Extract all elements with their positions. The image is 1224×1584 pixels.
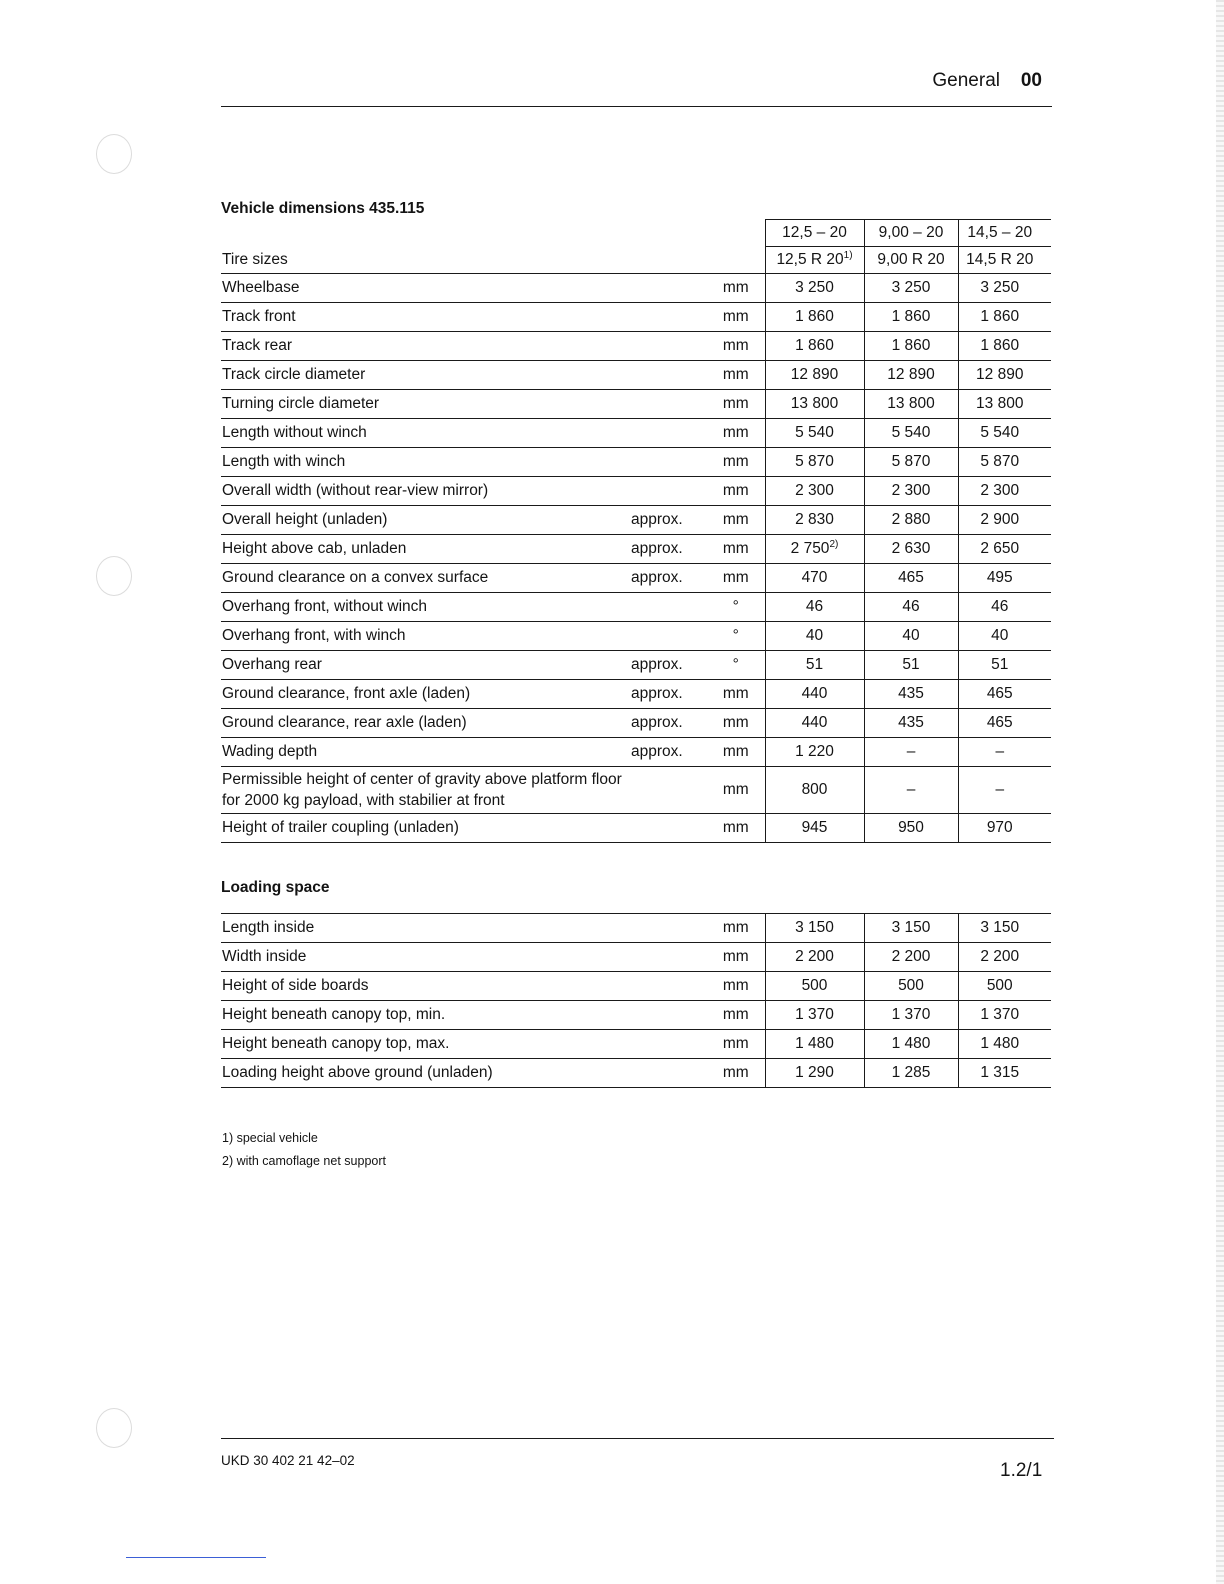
value-cell: 12 890 [765, 361, 864, 390]
page-number: 1.2/1 [1000, 1460, 1043, 1481]
section-number: 00 [1020, 70, 1042, 91]
value-cell: 3 150 [765, 914, 864, 943]
value-cell: 1 860 [765, 332, 864, 361]
punch-hole-bottom [96, 1408, 132, 1448]
approx-marker [631, 767, 707, 814]
value-cell: 1 370 [864, 1001, 958, 1030]
row-label: Loading height above ground (unladen) [221, 1059, 631, 1088]
unit: mm [707, 972, 765, 1001]
value-cell: – [958, 738, 1051, 767]
table-row [221, 1059, 1051, 1088]
value-cell: 46 [864, 593, 958, 622]
table-row [221, 972, 1051, 1001]
value-cell: 1 480 [765, 1030, 864, 1059]
value-cell: 51 [864, 651, 958, 680]
table-row [221, 622, 1051, 651]
punch-hole-middle [96, 556, 132, 596]
value-cell: 5 870 [864, 448, 958, 477]
row-label: Turning circle diameter [221, 390, 631, 419]
value-cell: 3 250 [958, 274, 1051, 303]
value-cell: 13 800 [864, 390, 958, 419]
row-label: Overall width (without rear-view mirror) [221, 477, 631, 506]
value-cell: 3 150 [864, 914, 958, 943]
unit: ° [707, 622, 765, 651]
value-cell: 970 [958, 814, 1051, 843]
value-cell: – [864, 767, 958, 814]
document-number: UKD 30 402 21 42–02 [221, 1453, 355, 1468]
approx-marker: approx. [631, 680, 707, 709]
value-cell: 2 300 [765, 477, 864, 506]
unit: mm [707, 680, 765, 709]
value-cell: 2 650 [958, 535, 1051, 564]
table-row [221, 680, 1051, 709]
unit: mm [707, 1030, 765, 1059]
vehicle-dimensions-title: Vehicle dimensions 435.115 [221, 200, 425, 217]
table-row [221, 943, 1051, 972]
approx-marker [631, 332, 707, 361]
approx-marker [631, 622, 707, 651]
tire-header-row-2 [221, 247, 1051, 274]
row-label: Permissible height of center of gravity above platform floor for 2000 kg payload, with stabilier at front [221, 767, 631, 814]
value-cell: 2 300 [864, 477, 958, 506]
row-label: Wading depth [221, 738, 631, 767]
punch-hole-top [96, 134, 132, 174]
row-label: Height of trailer coupling (unladen) [221, 814, 631, 843]
value-cell: 1 860 [958, 303, 1051, 332]
value-cell: 2 750$^{2)}$ [765, 535, 864, 564]
value-cell: 5 540 [765, 419, 864, 448]
unit: mm [707, 564, 765, 593]
unit: mm [707, 506, 765, 535]
value-cell: 1 480 [958, 1030, 1051, 1059]
table-row [221, 419, 1051, 448]
table-row [221, 1001, 1051, 1030]
value-cell: – [864, 738, 958, 767]
tire-radial-c: 14,5 R 20 [958, 247, 1051, 274]
unit: mm [707, 709, 765, 738]
row-label: Track rear [221, 332, 631, 361]
approx-marker [631, 303, 707, 332]
row-label: Height beneath canopy top, max. [221, 1030, 631, 1059]
table-row [221, 274, 1051, 303]
value-cell: 2 200 [958, 943, 1051, 972]
approx-marker: approx. [631, 651, 707, 680]
tire-sizes-label: Tire sizes [221, 247, 631, 274]
table-row [221, 506, 1051, 535]
value-cell: 2 300 [958, 477, 1051, 506]
table-row [221, 303, 1051, 332]
tire-header-row-1 [221, 220, 1051, 247]
approx-marker [631, 1001, 707, 1030]
footnote-1: 1) special vehicle [222, 1131, 318, 1145]
row-label: Overhang front, without winch [221, 593, 631, 622]
value-cell: 2 900 [958, 506, 1051, 535]
tire-radial-a: 12,5 R 20$^{1)}$ [765, 247, 864, 274]
value-cell: 5 870 [958, 448, 1051, 477]
value-cell: 5 540 [958, 419, 1051, 448]
value-cell: 51 [958, 651, 1051, 680]
value-cell: 40 [765, 622, 864, 651]
value-cell: 5 870 [765, 448, 864, 477]
table-row [221, 738, 1051, 767]
table-row [221, 914, 1051, 943]
value-cell: 2 200 [765, 943, 864, 972]
tire-size-b: 9,00 – 20 [864, 220, 958, 247]
unit: ° [707, 593, 765, 622]
value-cell: 3 150 [958, 914, 1051, 943]
value-cell: 465 [958, 709, 1051, 738]
value-cell: 1 290 [765, 1059, 864, 1088]
table-row [221, 390, 1051, 419]
value-cell: 945 [765, 814, 864, 843]
table-row [221, 332, 1051, 361]
value-cell: 1 860 [864, 303, 958, 332]
value-cell: 40 [958, 622, 1051, 651]
value-cell: – [958, 767, 1051, 814]
tire-size-a: 12,5 – 20 [765, 220, 864, 247]
value-cell: 500 [958, 972, 1051, 1001]
table-row [221, 651, 1051, 680]
value-cell: 440 [765, 709, 864, 738]
unit: mm [707, 1001, 765, 1030]
unit: mm [707, 390, 765, 419]
row-label: Ground clearance on a convex surface [221, 564, 631, 593]
table-row [221, 477, 1051, 506]
unit: mm [707, 419, 765, 448]
table-row [221, 448, 1051, 477]
table-row [221, 709, 1051, 738]
unit: mm [707, 448, 765, 477]
value-cell: 1 370 [765, 1001, 864, 1030]
value-cell: 1 860 [765, 303, 864, 332]
unit: mm [707, 361, 765, 390]
value-cell: 12 890 [958, 361, 1051, 390]
row-label: Width inside [221, 943, 631, 972]
row-label: Overall height (unladen) [221, 506, 631, 535]
value-cell: 3 250 [765, 274, 864, 303]
table-row [221, 564, 1051, 593]
row-label: Length without winch [221, 419, 631, 448]
unit: mm [707, 814, 765, 843]
approx-marker [631, 1030, 707, 1059]
approx-marker [631, 477, 707, 506]
approx-marker: approx. [631, 564, 707, 593]
unit: mm [707, 1059, 765, 1088]
row-label: Overhang rear [221, 651, 631, 680]
value-cell: 435 [864, 709, 958, 738]
value-cell: 465 [958, 680, 1051, 709]
value-cell: 800 [765, 767, 864, 814]
row-label: Wheelbase [221, 274, 631, 303]
approx-marker [631, 419, 707, 448]
unit: mm [707, 477, 765, 506]
table-row [221, 535, 1051, 564]
value-cell: 1 480 [864, 1030, 958, 1059]
tire-radial-b: 9,00 R 20 [864, 247, 958, 274]
value-cell: 3 250 [864, 274, 958, 303]
value-cell: 5 540 [864, 419, 958, 448]
value-cell: 46 [765, 593, 864, 622]
value-cell: 40 [864, 622, 958, 651]
approx-marker: approx. [631, 709, 707, 738]
table-row [221, 767, 1051, 814]
unit: mm [707, 535, 765, 564]
row-label: Height beneath canopy top, min. [221, 1001, 631, 1030]
value-cell: 2 880 [864, 506, 958, 535]
approx-marker [631, 390, 707, 419]
table-row [221, 593, 1051, 622]
value-cell: 440 [765, 680, 864, 709]
table-row [221, 1030, 1051, 1059]
row-label: Height of side boards [221, 972, 631, 1001]
table-row [221, 361, 1051, 390]
approx-marker [631, 943, 707, 972]
value-cell: 2 200 [864, 943, 958, 972]
footnote-2: 2) with camoflage net support [222, 1154, 386, 1168]
unit: mm [707, 738, 765, 767]
approx-marker [631, 972, 707, 1001]
approx-marker [631, 593, 707, 622]
row-label: Ground clearance, rear axle (laden) [221, 709, 631, 738]
value-cell: 13 800 [958, 390, 1051, 419]
approx-marker: approx. [631, 738, 707, 767]
row-label: Length with winch [221, 448, 631, 477]
approx-marker [631, 448, 707, 477]
value-cell: 12 890 [864, 361, 958, 390]
row-label: Track front [221, 303, 631, 332]
scan-edge [1216, 0, 1224, 1584]
row-label: Length inside [221, 914, 631, 943]
unit: mm [707, 274, 765, 303]
unit: mm [707, 303, 765, 332]
row-label: Height above cab, unladen [221, 535, 631, 564]
value-cell: 1 315 [958, 1059, 1051, 1088]
approx-marker [631, 1059, 707, 1088]
value-cell: 51 [765, 651, 864, 680]
approx-marker [631, 361, 707, 390]
row-label: Overhang front, with winch [221, 622, 631, 651]
value-cell: 46 [958, 593, 1051, 622]
value-cell: 495 [958, 564, 1051, 593]
value-cell: 1 860 [864, 332, 958, 361]
loading-space-table [221, 913, 1051, 1088]
link-underline [126, 1557, 266, 1558]
value-cell: 470 [765, 564, 864, 593]
value-cell: 1 370 [958, 1001, 1051, 1030]
value-cell: 2 830 [765, 506, 864, 535]
table-row [221, 814, 1051, 843]
unit: mm [707, 767, 765, 814]
header-title: General [932, 70, 1000, 91]
value-cell: 950 [864, 814, 958, 843]
value-cell: 500 [765, 972, 864, 1001]
unit: mm [707, 914, 765, 943]
footer-rule [221, 1438, 1054, 1439]
row-label: Track circle diameter [221, 361, 631, 390]
value-cell: 13 800 [765, 390, 864, 419]
vehicle-dimensions-table [221, 219, 1051, 843]
value-cell: 1 220 [765, 738, 864, 767]
value-cell: 2 630 [864, 535, 958, 564]
approx-marker: approx. [631, 506, 707, 535]
value-cell: 435 [864, 680, 958, 709]
row-label: Ground clearance, front axle (laden) [221, 680, 631, 709]
unit: mm [707, 943, 765, 972]
page-header [221, 66, 1052, 107]
approx-marker [631, 814, 707, 843]
loading-space-title: Loading space [221, 879, 330, 896]
footnote-ref: 2) [829, 539, 839, 551]
value-cell: 465 [864, 564, 958, 593]
approx-marker [631, 274, 707, 303]
approx-marker: approx. [631, 535, 707, 564]
unit: ° [707, 651, 765, 680]
value-cell: 500 [864, 972, 958, 1001]
unit: mm [707, 332, 765, 361]
value-cell: 1 860 [958, 332, 1051, 361]
tire-size-c: 14,5 – 20 [958, 220, 1051, 247]
footnote-ref: 1) [843, 250, 853, 262]
approx-marker [631, 914, 707, 943]
value-cell: 1 285 [864, 1059, 958, 1088]
